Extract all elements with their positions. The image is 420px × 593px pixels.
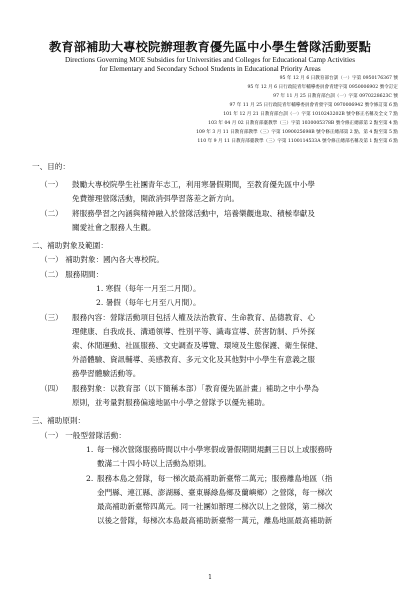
english-subtitle-line-2: for Elementary and Secondary School Students in Educational Priority Areas — [99, 65, 321, 73]
section-heading-purpose: 一、目的： — [32, 162, 70, 171]
section-heading-principles: 三、補助原則： — [32, 416, 86, 425]
list-item: 1. 寒假（每年一月至二月間）。 — [96, 284, 201, 293]
paragraph-line: 鼓勵大專校院學生社團青年志工，利用寒暑假期間，至教育優先區中小學 — [72, 180, 315, 189]
paragraph-line: 務學習體驗活動等。 — [72, 369, 141, 378]
item-number: （一） — [40, 180, 63, 189]
history-line-6: 103 年 04 月 02 日教育部臺教學（三）字第 1030005378B 號令修正總部第 2 點至第 4 點 — [208, 121, 398, 126]
paragraph-line: 索、休閒運動、社區服務、文史調查及導覽、環境及生態保護、衛生保健、 — [72, 341, 323, 350]
paragraph-line: 外語體驗、資訊輔導、美感教育、多元文化及其他對中小學生有意義之服 — [72, 355, 315, 364]
page-number: 1 — [208, 574, 212, 581]
paragraph-line: 服務對象：以教育部（以下簡稱本部）「教育優先區計畫」補助之中小學為 — [72, 384, 319, 393]
paragraph-line: 關愛社會之服務人生觀。 — [72, 223, 156, 232]
paragraph-line: 服務本島之營隊，每一梯次最高補助新臺幣二萬元；服務離島地區（指 — [97, 474, 333, 483]
paragraph-line: 每一梯次營隊服務時間以中小學寒假或暑假期間規劃三日以上或服務時 — [97, 445, 333, 454]
paragraph-line: 以後之營隊，每梯次本島最高補助新臺幣一萬元，離島地區最高補助新 — [97, 516, 333, 525]
history-line-4: 97 年 11 月 25 日行政院青年輔導委員會青發字第 0970006942 號令修訂第 6 點 — [229, 103, 398, 108]
paragraph-line: （二） 服務期間： — [40, 270, 104, 279]
paragraph-line: （一） 補助對象：國內各大專校院。 — [40, 255, 164, 264]
section-heading-scope: 二、補助對象及範圍： — [32, 241, 108, 250]
item-number: 1. — [86, 445, 94, 454]
history-line-5: 101 年 12 月 21 日教育部台訓（一）字第 1010243202B 號令修正名稱及全文 7 點 — [223, 112, 398, 117]
english-subtitle-line-1: Directions Governing MOE Subsidies for Universities and Colleges for Educational Camp Activities — [64, 56, 356, 64]
item-number: （四） — [40, 384, 63, 393]
paragraph-line: 金門縣、連江縣、澎湖縣、臺東縣綠島鄉及蘭嶼鄉）之營隊，每一梯次 — [97, 488, 333, 497]
paragraph-line: 理健康、自我成長、溝通領導、性別平等、識毒宣導、菸害防制、戶外探 — [72, 327, 315, 336]
paragraph-line: 數滿二十四小時以上活動為原則。 — [97, 459, 211, 468]
history-line-8: 110 年 9 月 11 日教育部臺教學（三）字第 1100114533A 號令修正總部名稱及第 1 點至第 6 點 — [197, 139, 398, 144]
item-number: （二） — [40, 209, 63, 218]
paragraph-line: 將服務學習之內涵與精神融入於營隊活動中，培養樂觀進取、積極奉獻及 — [72, 209, 315, 218]
list-item: 2. 暑假（每年七月至八月間）。 — [96, 298, 201, 307]
item-number: 2. — [86, 474, 94, 483]
history-line-3: 97 年 11 月 25 日教育部台訓（一）字第 0970228623C 號 — [273, 94, 398, 99]
paragraph-line: 原則，並考量對服務偏遠地區中小學之營隊予以優先補助。 — [72, 398, 270, 407]
history-line-7: 109 年 3 月 11 日教育部教學（三）字第 1090025698B 號令修正總部第 2 點、第 4 點至第 5 點 — [196, 130, 398, 135]
paragraph-line: 免費辦理營隊活動，開啟消弭學習落差之新方向。 — [72, 194, 240, 203]
paragraph-line: 服務內容：營隊活動項目包括人權及法治教育、生命教育、品德教育、心 — [72, 313, 315, 322]
item-number: （三） — [40, 313, 63, 322]
document-title: 教育部補助大專校院辦理教育優先區中小學生營隊活動要點 — [48, 40, 372, 54]
paragraph-line: 最高補助新臺幣四萬元。同一社團如辦理二梯次以上之營隊，第二梯次 — [97, 502, 333, 511]
paragraph-line: （一） 一般型營隊活動： — [40, 431, 126, 440]
history-line-2: 95 年 12 月 6 日行政院青年輔導委員會青建字第 0950006902 號令訂定 — [247, 85, 398, 90]
history-line-1: 95 年 12 月 6 日教育部台訓（一）字第 0950176367 號 — [279, 76, 398, 81]
